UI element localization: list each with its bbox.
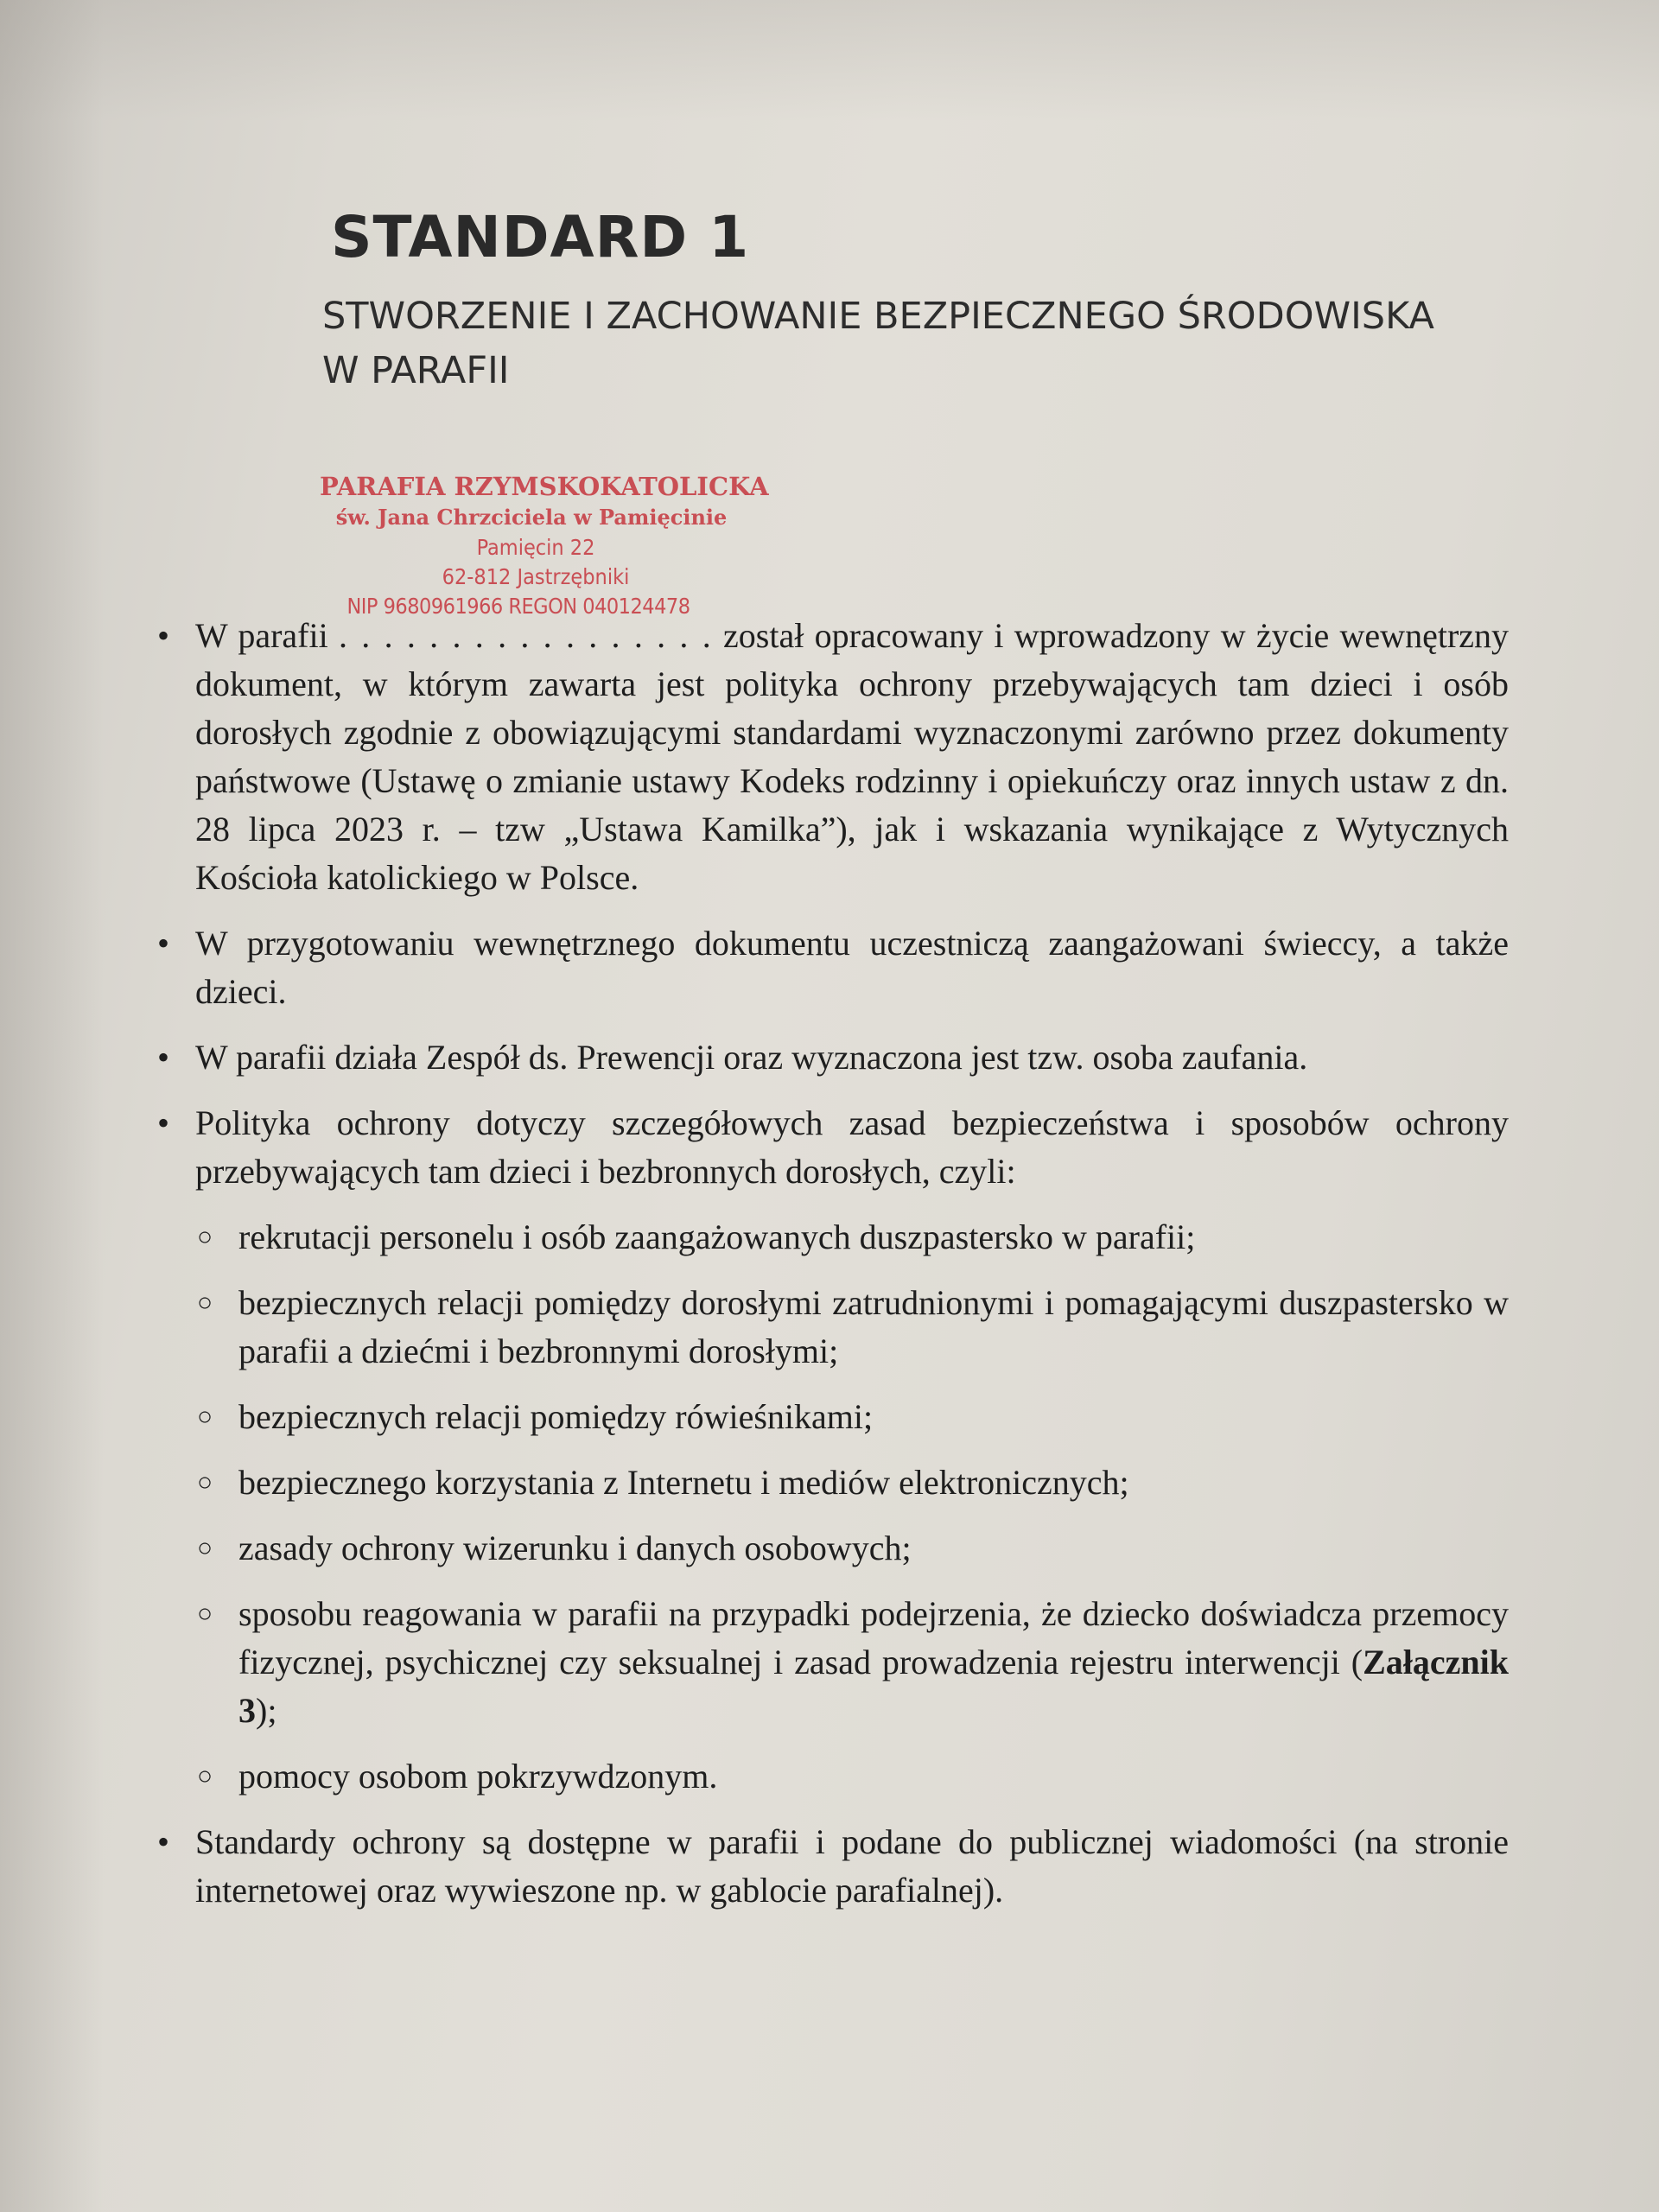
subtitle-line-2: W PARAFII bbox=[322, 349, 510, 392]
bullet-5-text: Standardy ochrony są dostępne w parafii i podane do publicznej wiadomości (na stronie internetowej oraz wywieszone np. w gablocie parafialnej). bbox=[195, 1822, 1509, 1910]
sub-item-7 bbox=[152, 1752, 1509, 1801]
bullet-icon: • bbox=[157, 1103, 170, 1142]
bullet-2-text: W przygotowaniu wewnętrznego dokumentu uczestniczą zaangażowani świeccy, a także dzieci. bbox=[195, 924, 1509, 1011]
page-title: STANDARD 1 bbox=[331, 204, 750, 270]
bullet-item-1 bbox=[152, 612, 1509, 902]
page-shadow-left bbox=[0, 0, 104, 2212]
circle-bullet-icon: ○ bbox=[197, 1762, 213, 1790]
stamp-line-1: PARAFIA RZYMSKOKATOLICKA bbox=[320, 472, 769, 501]
document-body bbox=[152, 612, 1509, 1932]
sub-item-text: zasady ochrony wizerunku i danych osobowych; bbox=[238, 1529, 912, 1567]
sub-item-text: rekrutacji personelu i osób zaangażowanych duszpastersko w parafii; bbox=[238, 1217, 1196, 1256]
bullet-icon: • bbox=[157, 1822, 170, 1861]
stamp-line-3: Pamięcin 22 bbox=[476, 535, 595, 560]
bullet-3-text: W parafii działa Zespół ds. Prewencji oraz wyznaczona jest tzw. osoba zaufania. bbox=[195, 1038, 1308, 1077]
sub-item-text: bezpiecznego korzystania z Internetu i mediów elektronicznych; bbox=[238, 1463, 1129, 1502]
sub-item-text: bezpiecznych relacji pomiędzy rówieśnikami; bbox=[238, 1397, 874, 1436]
sub-item-3 bbox=[152, 1393, 1509, 1441]
bullet-1-rest: został opracowany i wprowadzony w życie wewnętrzny dokument, w którym zawarta jest polityka ochrony przebywających tam dzieci i osób dorosłych zgodnie z obowiązującymi standardami wyznaczonymi zarówno przez dokumenty państwowe (Ustawę o zmianie ustawy Kodeks rodzinny i opiekuńczy oraz innych ustaw z dn. 28 lipca 2023 r. – tzw „Ustawa Kamilka”), jak i wskazania wynikające z Wytycznych Kościoła katolickiego w Polsce. bbox=[195, 616, 1510, 897]
circle-bullet-icon: ○ bbox=[197, 1534, 213, 1562]
bullet-item-5 bbox=[152, 1818, 1509, 1915]
bullet-item-2 bbox=[152, 919, 1509, 1016]
bullet-1-start: W parafii bbox=[195, 616, 339, 655]
bullet-item-4 bbox=[152, 1099, 1509, 1196]
bullet-4-text: Polityka ochrony dotyczy szczegółowych zasad bezpieczeństwa i sposobów ochrony przebywających tam dzieci i bezbronnych dorosłych, czyli: bbox=[195, 1103, 1509, 1191]
parish-stamp bbox=[320, 471, 769, 621]
page-shadow-top bbox=[0, 0, 1659, 121]
stamp-line-2: św. Jana Chrzciciela w Pamięcinie bbox=[335, 505, 728, 530]
sub-item-4 bbox=[152, 1459, 1509, 1507]
sub-item-1 bbox=[152, 1213, 1509, 1262]
attachment-reference: Załącznik 3 bbox=[238, 1643, 1509, 1730]
sub-item-text: bezpiecznych relacji pomiędzy dorosłymi zatrudnionymi i pomagającymi duszpastersko w parafii a dziećmi i bezbronnymi dorosłymi; bbox=[238, 1283, 1509, 1370]
sub-item-text: sposobu reagowania w parafii na przypadki podejrzenia, że dziecko doświadcza przemocy fizycznej, psychicznej czy seksualnej i zasad prowadzenia rejestru interwencji ( bbox=[238, 1594, 1509, 1681]
stamp-line-4: 62-812 Jastrzębniki bbox=[442, 564, 630, 589]
circle-bullet-icon: ○ bbox=[197, 1288, 213, 1317]
sub-item-text: pomocy osobom pokrzywdzonym. bbox=[238, 1757, 718, 1796]
circle-bullet-icon: ○ bbox=[197, 1599, 213, 1628]
bullet-item-3 bbox=[152, 1033, 1509, 1082]
page-subtitle bbox=[322, 289, 1446, 398]
sub-item-6 bbox=[152, 1590, 1509, 1735]
bullet-1-blank: . . . . . . . . . . . . . . . . . bbox=[339, 616, 713, 655]
bullet-icon: • bbox=[157, 616, 170, 655]
sub-item-text-end: ); bbox=[256, 1691, 277, 1730]
circle-bullet-icon: ○ bbox=[197, 1468, 213, 1497]
stamp-line-5: NIP 9680961966 REGON 040124478 bbox=[346, 594, 690, 619]
circle-bullet-icon: ○ bbox=[197, 1402, 213, 1431]
bullet-icon: • bbox=[157, 1038, 170, 1077]
bullet-icon: • bbox=[157, 924, 170, 963]
circle-bullet-icon: ○ bbox=[197, 1223, 213, 1251]
subtitle-line-1: STWORZENIE I ZACHOWANIE BEZPIECZNEGO ŚRODOWISKA bbox=[322, 295, 1434, 338]
sub-item-5 bbox=[152, 1524, 1509, 1573]
sub-item-2 bbox=[152, 1279, 1509, 1376]
